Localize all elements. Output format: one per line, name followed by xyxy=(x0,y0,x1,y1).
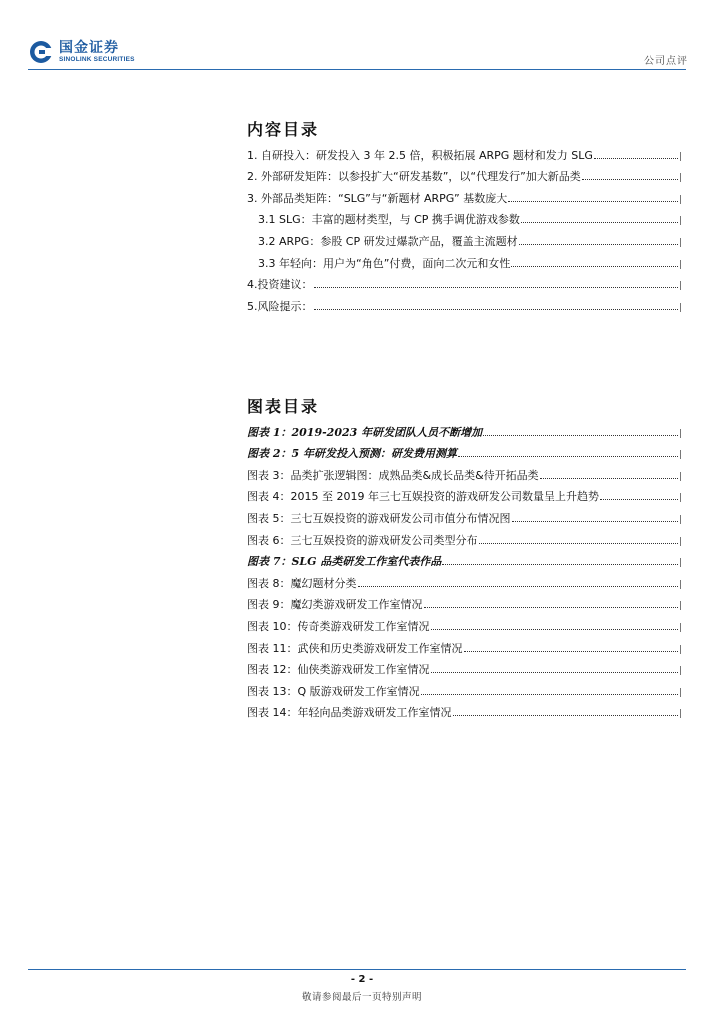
dot-leader xyxy=(421,694,678,695)
figures-heading: 图表目录 xyxy=(247,397,320,416)
contents-heading: 内容目录 xyxy=(247,120,320,139)
figure-entry[interactable]: 图表 11：武侠和历史类游戏研发工作室情况 xyxy=(247,634,681,656)
dot-leader xyxy=(431,629,679,630)
dot-leader xyxy=(431,672,679,673)
figure-entry[interactable]: 图表 1：2019-2023 年研发团队人员不断增加 xyxy=(247,418,681,440)
logo-mark-icon xyxy=(29,40,53,64)
footer-divider xyxy=(28,969,686,970)
dot-leader xyxy=(442,564,678,565)
figure-entry[interactable]: 图表 3：品类扩张逻辑图：成熟品类&成长品类&待开拓品类 xyxy=(247,461,681,483)
dot-leader xyxy=(453,715,679,716)
footer-disclaimer: 敬请参阅最后一页特别声明 xyxy=(301,992,422,1003)
contents-subentry[interactable]: 3.1 SLG：丰富的题材类型，与 CP 携手调优游戏参数 xyxy=(247,206,681,228)
figure-entry[interactable]: 图表 9：魔幻类游戏研发工作室情况 xyxy=(247,591,681,613)
figure-entry[interactable]: 图表 14：年轻向品类游戏研发工作室情况 xyxy=(247,699,681,721)
figure-entry[interactable]: 图表 5：三七互娱投资的游戏研发公司市值分布情况图 xyxy=(247,504,681,526)
dot-leader xyxy=(314,309,679,310)
dot-leader xyxy=(458,456,678,457)
dot-leader xyxy=(508,201,678,202)
figures-list xyxy=(247,418,681,720)
logo-chinese-name: 国金证券 xyxy=(59,39,119,56)
contents-subentry[interactable]: 3.2 ARPG：参股 CP 研发过爆款产品，覆盖主流题材 xyxy=(247,227,681,249)
figure-entry[interactable]: 图表 8：魔幻题材分类 xyxy=(247,569,681,591)
contents-entry[interactable]: 5.风险提示： xyxy=(247,292,681,314)
dot-leader xyxy=(511,266,678,267)
figure-entry[interactable]: 图表 12：仙侠类游戏研发工作室情况 xyxy=(247,656,681,678)
figure-entry[interactable]: 图表 2：5 年研发投入预测：研发费用测算 xyxy=(247,440,681,462)
dot-leader xyxy=(600,499,678,500)
figure-entry[interactable]: 图表 6：三七互娱投资的游戏研发公司类型分布 xyxy=(247,526,681,548)
dot-leader xyxy=(540,478,678,479)
dot-leader xyxy=(483,435,678,436)
dot-leader xyxy=(521,222,678,223)
logo-english-name: SINOLINK SECURITIES xyxy=(59,55,135,63)
dot-leader xyxy=(519,244,678,245)
header-divider xyxy=(28,69,686,70)
dot-leader xyxy=(424,607,679,608)
figure-entry[interactable]: 图表 10：传奇类游戏研发工作室情况 xyxy=(247,612,681,634)
page-number: - 2 - xyxy=(350,974,374,985)
page-header xyxy=(0,0,724,72)
dot-leader xyxy=(479,543,679,544)
dot-leader xyxy=(464,651,679,652)
company-logo xyxy=(29,40,135,64)
dot-leader xyxy=(314,287,679,288)
dot-leader xyxy=(582,179,678,180)
dot-leader xyxy=(512,521,679,522)
dot-leader xyxy=(594,158,678,159)
dot-leader xyxy=(358,586,679,587)
figure-entry[interactable]: 图表 13：Q 版游戏研发工作室情况 xyxy=(247,677,681,699)
contents-entry[interactable]: 1. 自研投入：研发投入 3 年 2.5 倍，积极拓展 ARPG 题材和发力 SLG xyxy=(247,141,681,163)
figure-entry[interactable]: 图表 7：SLG 品类研发工作室代表作品 xyxy=(247,548,681,570)
contents-list xyxy=(247,141,681,314)
contents-entry[interactable]: 3. 外部品类矩阵：“SLG”与“新题材 ARPG” 基数庞大 xyxy=(247,184,681,206)
figure-entry[interactable]: 图表 4：2015 至 2019 年三七互娱投资的游戏研发公司数量呈上升趋势 xyxy=(247,483,681,505)
document-type-label: 公司点评 xyxy=(644,56,688,67)
contents-entry[interactable]: 2. 外部研发矩阵：以参投扩大“研发基数”，以“代理发行”加大新品类 xyxy=(247,163,681,185)
contents-subentry[interactable]: 3.3 年轻向：用户为“角色”付费，面向二次元和女性 xyxy=(247,249,681,271)
contents-entry[interactable]: 4.投资建议： xyxy=(247,271,681,293)
